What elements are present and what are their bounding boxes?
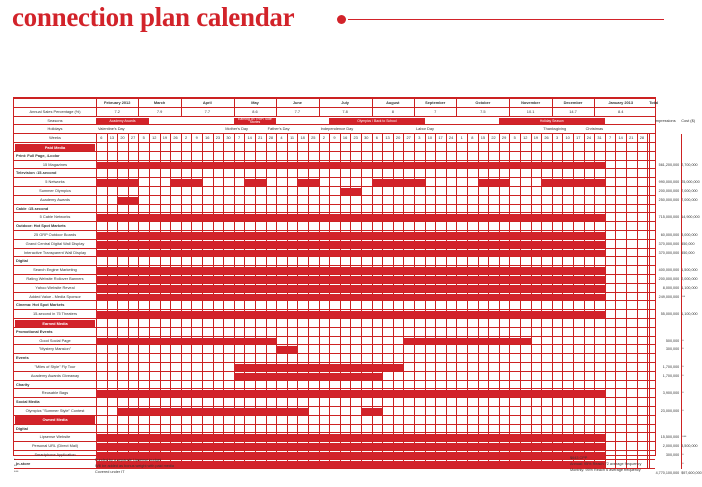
week-label: 15 bbox=[480, 135, 486, 141]
grid-line bbox=[681, 398, 682, 407]
schedule-bar bbox=[340, 188, 361, 195]
row-label: Promotional Events bbox=[16, 328, 53, 334]
row-label: Rating Website Rollover Banners bbox=[26, 276, 84, 281]
cost-value: 2,000,000 bbox=[681, 277, 698, 281]
footnote-text: Funded by a separate Lipsense budget bbox=[95, 458, 161, 462]
grid-line bbox=[681, 205, 682, 214]
row-label: Events bbox=[16, 355, 29, 361]
week-label: 9 bbox=[195, 135, 198, 141]
holiday-label: Labor Day bbox=[416, 126, 434, 132]
grid-line bbox=[681, 381, 682, 390]
row-label: Annual Sales Percentage (%) bbox=[29, 108, 81, 114]
cost-value: 1,100,000 bbox=[681, 312, 698, 317]
schedule-bar bbox=[541, 179, 605, 186]
sales-value: 14.7 bbox=[569, 108, 577, 114]
row-label: Added Value - Media Sponsor bbox=[29, 293, 81, 299]
row-label: Cable :15-second bbox=[16, 205, 49, 211]
sales-value: 7.5 bbox=[480, 108, 486, 114]
week-label: 30 bbox=[226, 135, 231, 141]
footnote-text: Covered under IT bbox=[95, 470, 125, 474]
holiday-label: Father's Day bbox=[267, 126, 290, 132]
impressions-value: 561,200,000 bbox=[658, 162, 680, 167]
week-label: 26 bbox=[173, 135, 178, 141]
cost-value: * bbox=[682, 409, 684, 413]
schedule-bar bbox=[170, 179, 202, 186]
cost-value: 7,000,000 bbox=[681, 189, 698, 193]
week-label: 12 bbox=[523, 135, 528, 141]
cost-value: 450,000 bbox=[681, 250, 695, 255]
week-label: 24 bbox=[448, 135, 454, 141]
impressions-value: 370,000,000 bbox=[658, 241, 680, 246]
schedule-bar bbox=[96, 434, 605, 441]
cost-value: 7,000,000 bbox=[681, 197, 698, 202]
month-label: November bbox=[521, 100, 541, 105]
total-label: Total bbox=[649, 100, 659, 105]
summary-text: Annual: 95% Reach 72 average frequency bbox=[570, 462, 642, 466]
week-label: 25 bbox=[311, 135, 316, 141]
week-label: 3 bbox=[418, 135, 421, 141]
week-label: 4 bbox=[280, 135, 283, 141]
grid-line bbox=[681, 257, 682, 266]
week-label: 24 bbox=[586, 135, 592, 141]
week-label: 21 bbox=[629, 135, 634, 141]
week-label: 28 bbox=[268, 135, 274, 141]
month-label: March bbox=[153, 100, 166, 105]
row-label: Personal URL (Direct Mail) bbox=[31, 443, 79, 449]
schedule-bar bbox=[276, 346, 297, 353]
week-label: 6 bbox=[375, 135, 378, 141]
row-label: Weeks bbox=[49, 135, 61, 141]
holiday-label: Christmas bbox=[585, 126, 604, 132]
season-bar: Academy Awards bbox=[96, 118, 149, 124]
impressions-value: 60,000,000 bbox=[660, 233, 680, 237]
sales-value: 7 bbox=[434, 108, 437, 114]
week-label: 2 bbox=[185, 135, 188, 141]
row-label: Yahoo Website Reveal bbox=[35, 284, 75, 290]
schedule-bar bbox=[403, 338, 530, 345]
schedule-bar bbox=[96, 311, 605, 318]
schedule-bar bbox=[234, 364, 404, 371]
week-label: 1 bbox=[460, 135, 463, 141]
sales-value: 7.7 bbox=[294, 108, 301, 114]
cost-value: 2,700,000 bbox=[681, 162, 698, 167]
impressions-value: 715,000,000 bbox=[658, 215, 680, 220]
cost-value: 14,900,000 bbox=[681, 215, 700, 220]
cost-value: 3,500,000 bbox=[681, 444, 698, 449]
impressions-value: 300,000 bbox=[665, 453, 680, 457]
cost-value: 3,000,000 bbox=[681, 233, 698, 237]
cost-value: 1,100,000 bbox=[681, 285, 698, 290]
row-label: Academy Awards bbox=[40, 196, 70, 202]
week-label: 14 bbox=[247, 135, 252, 141]
row-label: Outdoor: Hot Spot Markets bbox=[16, 223, 66, 229]
schedule-bar bbox=[372, 179, 425, 186]
schedule-bar bbox=[96, 214, 605, 221]
week-label: 22 bbox=[491, 135, 496, 141]
sales-value: 7.2 bbox=[114, 108, 120, 114]
summary-text: $643 CPP bbox=[570, 456, 588, 460]
week-label: 16 bbox=[205, 135, 210, 141]
week-label: 16 bbox=[342, 135, 348, 141]
title-dot bbox=[337, 15, 346, 24]
sales-value: 8.6 bbox=[252, 108, 258, 114]
header bbox=[12, 2, 668, 38]
impressions-value: 370,000,000 bbox=[658, 250, 680, 255]
week-label: 12 bbox=[152, 135, 157, 141]
row-label: Grand Central Digital Wall Display bbox=[25, 240, 85, 246]
week-label: 9 bbox=[333, 135, 336, 141]
week-label: 26 bbox=[544, 135, 549, 141]
week-label: 10 bbox=[427, 135, 433, 141]
week-label: 27 bbox=[130, 135, 136, 141]
impressions-value: 500,000 bbox=[665, 338, 680, 343]
row-label: 5 Networks bbox=[45, 179, 65, 185]
week-label: 18 bbox=[300, 135, 305, 141]
section-label: Earned Media bbox=[15, 320, 95, 328]
grid-line bbox=[681, 416, 682, 425]
month-label: June bbox=[292, 100, 302, 105]
impressions-value: 23,000,000 bbox=[660, 409, 680, 413]
cost-value: 1,500,000 bbox=[681, 268, 698, 273]
row-label: 5 Cable Networks bbox=[39, 214, 71, 220]
month-label: July bbox=[341, 100, 349, 105]
row-label: Cinema: Hot Spot Markets bbox=[16, 302, 65, 308]
cost-value: 25,000,000 bbox=[681, 180, 700, 185]
season-bar: Holiday Season bbox=[499, 118, 605, 124]
month-label: April bbox=[202, 100, 212, 105]
row-label: Television :15-second bbox=[16, 170, 57, 176]
cost-header: Cost ($) bbox=[681, 117, 696, 123]
cost-value: * bbox=[682, 373, 684, 378]
impressions-value: 200,000,000 bbox=[658, 189, 680, 193]
sales-value: 10.1 bbox=[526, 108, 535, 114]
row-label: Smartphone Application bbox=[34, 452, 76, 457]
week-label: 29 bbox=[501, 135, 507, 141]
footnote-symbol: *** bbox=[14, 470, 19, 474]
schedule-bar bbox=[297, 179, 318, 186]
grid-line bbox=[681, 134, 682, 143]
schedule-bar bbox=[96, 338, 276, 345]
week-label: 30 bbox=[364, 135, 369, 141]
sales-value: 8.4 bbox=[617, 108, 624, 114]
cost-value: ** bbox=[682, 294, 686, 299]
week-label: 6 bbox=[100, 135, 103, 141]
week-label: 20 bbox=[120, 135, 125, 141]
grid-line bbox=[681, 169, 682, 178]
week-label: 10 bbox=[565, 135, 570, 141]
week-label: 23 bbox=[215, 135, 221, 141]
week-label: 27 bbox=[406, 135, 411, 141]
sales-value: 8 bbox=[391, 108, 394, 114]
impressions-value: 8,000,000 bbox=[662, 285, 680, 290]
row-label: Good Social Page bbox=[39, 337, 71, 343]
cost-value: * bbox=[682, 338, 684, 343]
week-label: 2 bbox=[322, 135, 325, 141]
schedule-bar bbox=[96, 232, 605, 239]
row-label: Lipsense Website bbox=[39, 434, 71, 440]
cost-value: 450,000 bbox=[681, 241, 695, 246]
grid-line bbox=[681, 143, 682, 152]
season-bar: Olympics / Back to School bbox=[329, 118, 424, 124]
total-cost: $97,600,000 bbox=[681, 470, 702, 475]
holiday-label: Mother's Day bbox=[225, 126, 248, 132]
week-label: 13 bbox=[385, 135, 390, 141]
row-label: 15-second in 75 Theaters bbox=[32, 311, 78, 317]
schedule-bar bbox=[96, 162, 605, 169]
week-label: 11 bbox=[290, 135, 295, 141]
week-label: 23 bbox=[353, 135, 358, 141]
schedule-bar bbox=[244, 179, 265, 186]
cost-value: *** bbox=[682, 435, 687, 440]
page-title: connection plan calendar bbox=[12, 2, 295, 32]
row-label: Seasons bbox=[47, 117, 63, 123]
footnote-symbol: ** bbox=[14, 464, 17, 468]
row-label: In-store bbox=[16, 460, 31, 466]
grid-line bbox=[681, 425, 682, 434]
impressions-header: Impressions bbox=[654, 117, 676, 123]
impressions-value: 55,000,000 bbox=[660, 312, 680, 317]
cost-value: * bbox=[682, 391, 684, 396]
week-label: 31 bbox=[597, 135, 602, 141]
impressions-value: 200,000,000 bbox=[658, 277, 680, 281]
holiday-label: Valentine's Day bbox=[98, 126, 125, 132]
row-label: Digital bbox=[16, 258, 28, 264]
grid-line bbox=[681, 152, 682, 161]
week-label: 17 bbox=[438, 135, 443, 141]
row-label: "Mystery Mansion" bbox=[38, 346, 72, 352]
row-label: Academy Awards Giveaway bbox=[30, 372, 80, 378]
title-rule bbox=[348, 19, 664, 20]
schedule-bar bbox=[96, 452, 605, 459]
row-label: 25 GRP Outdoor Boards bbox=[33, 232, 77, 237]
cost-value: * bbox=[682, 453, 684, 457]
row-label: Interactive Transparent Wall Display bbox=[23, 249, 87, 255]
schedule-bar bbox=[96, 285, 605, 292]
schedule-bar bbox=[234, 373, 382, 380]
grid-line bbox=[681, 328, 682, 337]
holiday-label: Independence Day bbox=[320, 126, 354, 132]
week-label: 28 bbox=[639, 135, 645, 141]
week-label: 21 bbox=[258, 135, 263, 141]
cost-value: * bbox=[682, 347, 684, 352]
week-label: 20 bbox=[395, 135, 401, 141]
impressions-value: 15,500,000 bbox=[660, 435, 680, 440]
schedule-bar bbox=[96, 443, 605, 450]
week-label: 5 bbox=[142, 135, 145, 141]
month-label: December bbox=[563, 100, 583, 105]
week-label: 8 bbox=[471, 135, 474, 141]
row-label: 15 Magazines bbox=[42, 161, 68, 167]
row-label: Print: Full Page, 4-color bbox=[16, 152, 60, 158]
row-label: Reusable Bags bbox=[41, 390, 69, 396]
schedule-bar bbox=[96, 294, 605, 301]
week-label: 3 bbox=[556, 135, 559, 141]
impressions-value: 300,000 bbox=[665, 347, 680, 352]
month-label: October bbox=[475, 100, 491, 105]
grid-line bbox=[681, 319, 682, 328]
schedule-bar bbox=[96, 267, 605, 274]
week-label: 19 bbox=[162, 135, 168, 141]
holiday-label: Thanksgiving bbox=[543, 126, 567, 132]
week-label: 14 bbox=[618, 135, 623, 141]
schedule-bar bbox=[96, 241, 605, 248]
week-label: 13 bbox=[109, 135, 115, 141]
week-label: 5 bbox=[513, 135, 516, 141]
sales-value: 7.8 bbox=[342, 108, 348, 114]
season-bar: Earning on TRIP/ Side Stories bbox=[234, 118, 276, 124]
month-label: August bbox=[386, 100, 400, 105]
impressions-value: 249,000,000 bbox=[658, 294, 680, 299]
sales-value: 7.7 bbox=[204, 108, 210, 114]
grid-line bbox=[681, 301, 682, 310]
schedule-bar bbox=[96, 276, 605, 283]
row-label: Charity bbox=[16, 381, 30, 387]
schedule-bar bbox=[117, 408, 308, 415]
grid-line bbox=[681, 222, 682, 231]
total-impressions: 4,770,100,000 bbox=[655, 470, 680, 475]
week-label: 7 bbox=[238, 135, 241, 141]
cost-value: * bbox=[682, 461, 684, 466]
impressions-value: 250,000,000 bbox=[658, 197, 680, 202]
schedule-bar bbox=[96, 179, 138, 186]
section-label: Paid Media bbox=[15, 144, 95, 152]
impressions-value: 1,700,000 bbox=[662, 373, 680, 378]
row-label: Digital bbox=[16, 425, 28, 431]
summary-text: Monthly: 95% Reach 6 average frequency bbox=[570, 468, 641, 472]
grid-line bbox=[681, 354, 682, 363]
month-label: January 2013 bbox=[608, 100, 634, 105]
schedule-bar bbox=[361, 408, 382, 415]
footnote-symbol: * bbox=[14, 458, 16, 462]
week-label: 17 bbox=[576, 135, 581, 141]
section-label: Owned Media bbox=[15, 416, 95, 424]
week-label: 7 bbox=[609, 135, 612, 141]
month-label: September bbox=[425, 100, 446, 105]
row-label: Search Engine Marketing bbox=[33, 267, 77, 273]
footnote-text: Will be added as bonus weight with paid media bbox=[95, 464, 174, 468]
row-label: Summer Olympics bbox=[39, 188, 71, 193]
schedule-bar bbox=[117, 197, 138, 204]
schedule-bar bbox=[478, 179, 510, 186]
week-label: 19 bbox=[533, 135, 539, 141]
impressions-value: 990,000,000 bbox=[658, 180, 680, 185]
cost-value: * bbox=[682, 365, 684, 369]
schedule-bar bbox=[96, 250, 605, 257]
sales-value: 7.9 bbox=[156, 108, 163, 114]
month-label: May bbox=[251, 100, 259, 105]
month-label: February 2012 bbox=[104, 100, 131, 105]
impressions-value: 1,700,000 bbox=[662, 365, 680, 369]
row-label: Social Media bbox=[16, 399, 40, 405]
impressions-value: 3,900,000 bbox=[662, 391, 680, 396]
schedule-bar bbox=[96, 390, 605, 397]
row-label: Olympics "Summer Style" Contest bbox=[25, 408, 85, 413]
row-label: Holidays bbox=[47, 126, 63, 132]
row-label: "Miles of Style" Fly Tour bbox=[34, 364, 76, 369]
impressions-value: 2,000,000 bbox=[662, 444, 680, 449]
impressions-value: 400,000,000 bbox=[658, 268, 680, 273]
